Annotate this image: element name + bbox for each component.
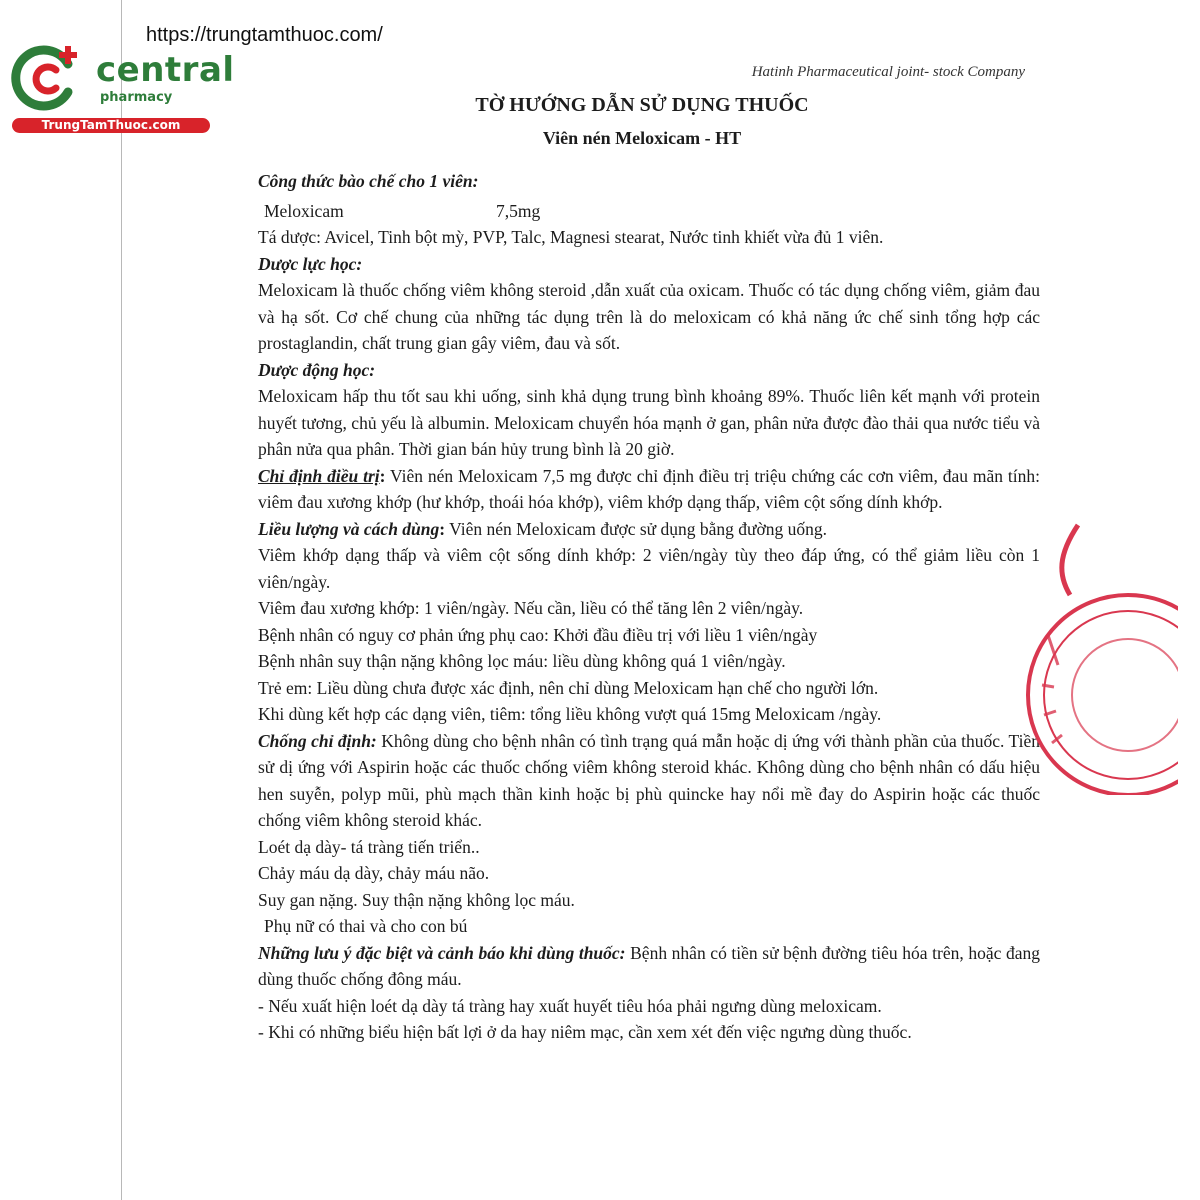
warnings-paragraph <box>258 940 1040 993</box>
ingredient-name: Meloxicam <box>264 200 344 221</box>
contraindication-line: Chảy máu dạ dày, chảy máu não. <box>258 863 490 883</box>
pharmacodynamics-text: Meloxicam là thuốc chống viêm không steroid ,dẫn xuất của oxicam. Thuốc có tác dụng chống viêm, giảm đau và hạ sốt. Cơ chế chung của những tác dụng trên là do meloxicam có khả năng ức chế sinh tổng hợp các prostaglandin, chất trung gian gây viêm, đau và sốt. <box>258 280 1040 353</box>
indications-heading: Chỉ định điều trị <box>258 465 380 486</box>
logo-site-banner: TrungTamThuoc.com <box>12 118 210 133</box>
dosage-line: Trẻ em: Liều dùng chưa được xác định, nên chỉ dùng Meloxicam hạn chế cho người lớn. <box>258 677 879 698</box>
indications-colon: : <box>379 465 386 486</box>
formula-heading: Công thức bào chế cho 1 viên: <box>258 171 479 191</box>
warnings-heading: Những lưu ý đặc biệt và cảnh báo khi dùng thuốc: <box>258 942 626 963</box>
company-name: Hatinh Pharmaceutical joint- stock Company <box>751 64 1025 80</box>
dosage-line: Bệnh nhân suy thận nặng không lọc máu: liều dùng không quá 1 viên/ngày. <box>258 651 786 671</box>
contraindications-heading: Chống chỉ định: <box>258 730 377 751</box>
pharmacokinetics-heading: Dược động học: <box>258 359 376 380</box>
formula-ingredient-row <box>258 198 1040 225</box>
company-seal-stamp <box>1018 515 1178 795</box>
dosage-heading: Liều lượng và cách dùng <box>258 518 440 539</box>
ingredient-amount: 7,5mg <box>496 200 541 221</box>
excipients: Tá dược: Avicel, Tinh bột mỳ, PVP, Talc, Magnesi stearat, Nước tinh khiết vừa đủ 1 viên. <box>258 227 884 247</box>
dosage-line: Viêm khớp dạng thấp và viêm cột sống dính khớp: 2 viên/ngày tùy theo đáp ứng, có thể giảm liều còn 1 viên/ngày. <box>258 545 1040 592</box>
dosage-line: Khi dùng kết hợp các dạng viên, tiêm: tổng liều không vượt quá 15mg Meloxicam /ngày. <box>258 704 882 724</box>
page-edge-line <box>121 0 122 1200</box>
indications-text: Viên nén Meloxicam 7,5 mg được chỉ định điều trị triệu chứng các cơn viêm, đau mãn tính: viêm đau xương khớp (hư khớp, thoái hóa khớp), viêm khớp dạng thấp, viêm cột sống dính khớp. <box>258 465 1040 512</box>
watermark-url: https://trungtamthuoc.com/ <box>146 24 383 46</box>
document-subtitle: Viên nén Meloxicam - HT <box>542 128 742 148</box>
contraindication-line: Loét dạ dày- tá tràng tiến triển.. <box>258 836 480 857</box>
contraindications-text: Không dùng cho bệnh nhân có tình trạng quá mẫn hoặc dị ứng với thành phần của thuốc. Tiền sử dị ứng với Aspirin hoặc các thuốc chống viêm không steroid khác. Không dùng cho bệnh nhân có dấu hiệu hen suyễn, polyp mũi, phù mạch thần kinh hoặc bị phù quincke hay nổi mề đay do Aspirin hoặc các thuốc chống viêm không steroid khác. <box>258 730 1041 830</box>
pharmacodynamics-heading: Dược lực học: <box>258 253 363 274</box>
contraindication-line: Suy gan nặng. Suy thận nặng không lọc máu. <box>258 889 575 910</box>
dosage-paragraph <box>258 516 1040 543</box>
warnings-text: Bệnh nhân có tiền sử bệnh đường tiêu hóa trên, hoặc đang dùng thuốc chống đông máu. <box>258 942 1040 989</box>
contraindications-paragraph <box>258 728 1040 834</box>
dosage-line: Bệnh nhân có nguy cơ phản ứng phụ cao: Khởi đầu điều trị với liều 1 viên/ngày <box>258 624 818 645</box>
indications-paragraph <box>258 463 1040 516</box>
logo-subtitle: pharmacy <box>100 90 173 105</box>
warning-line: - Nếu xuất hiện loét dạ dày tá tràng hay xuất huyết tiêu hóa phải ngưng dùng meloxicam. <box>258 995 882 1016</box>
central-pharmacy-logo <box>10 38 235 138</box>
leaflet-body <box>258 168 1040 1046</box>
dosage-line: Viêm đau xương khớp: 1 viên/ngày. Nếu cần, liều có thể tăng lên 2 viên/ngày. <box>258 598 804 618</box>
dosage-colon: : <box>439 518 446 539</box>
dosage-text: Viên nén Meloxicam được sử dụng bằng đường uống. <box>445 518 828 539</box>
pharmacokinetics-text: Meloxicam hấp thu tốt sau khi uống, sinh khả dụng trung bình khoảng 89%. Thuốc liên kết mạnh với protein huyết tương, chủ yếu là albumin. Meloxicam chuyển hóa mạnh ở gan, phân nửa được đào thải qua nước tiểu và phân nửa qua phân. Thời gian bán hủy trung bình là 20 giờ. <box>258 386 1040 459</box>
contraindication-line: Phụ nữ có thai và cho con bú <box>264 916 468 936</box>
warning-line: - Khi có những biểu hiện bất lợi ở da hay niêm mạc, cần xem xét đến việc ngưng dùng thuốc. <box>258 1022 912 1042</box>
document-title: TỜ HƯỚNG DẪN SỬ DỤNG THUỐC <box>475 94 809 116</box>
logo-wordmark: central <box>96 50 235 90</box>
